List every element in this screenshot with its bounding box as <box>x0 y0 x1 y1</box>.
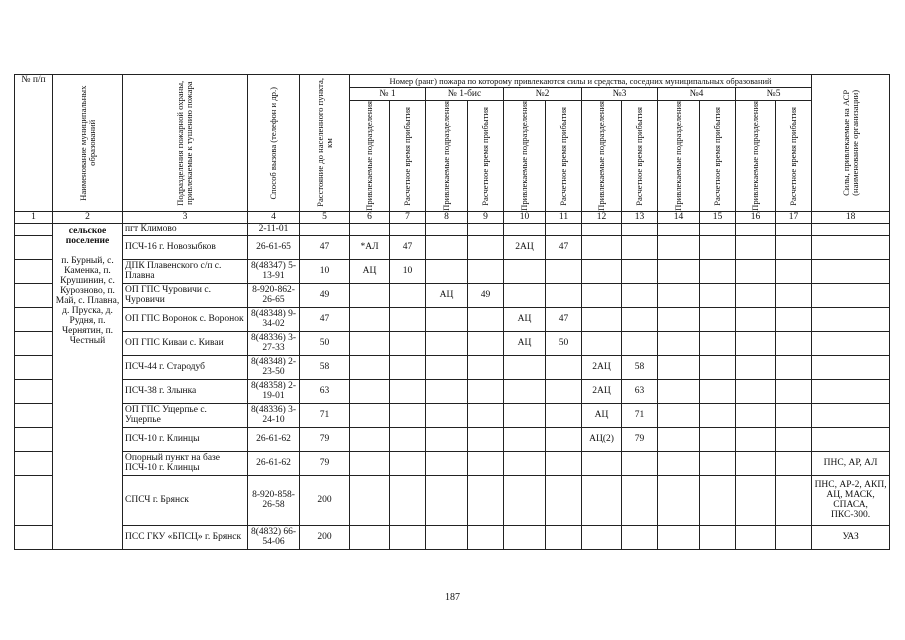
rank1-time <box>390 355 426 379</box>
unit-name: ПСЧ-10 г. Клинцы <box>123 427 248 451</box>
table-row <box>15 331 890 355</box>
column-number: 2 <box>53 211 123 223</box>
unit-name: ОП ГПС Чуровичи с. Чуровичи <box>123 283 248 307</box>
rank2-time <box>546 283 582 307</box>
rank5-time <box>776 451 812 475</box>
rank1bis-units <box>426 525 468 549</box>
header-municipality: Наименование муниципальных образований <box>53 75 123 212</box>
rank4-time <box>700 379 736 403</box>
table-row <box>15 379 890 403</box>
rank3-units: 2АЦ <box>582 355 622 379</box>
column-number: 5 <box>300 211 350 223</box>
rank2-time <box>546 223 582 235</box>
rank4-units <box>658 451 700 475</box>
asr-cell <box>812 379 890 403</box>
column-number: 10 <box>504 211 546 223</box>
table-row <box>15 355 890 379</box>
rank5-units <box>736 223 776 235</box>
column-number: 9 <box>468 211 504 223</box>
rank1bis-time: 49 <box>468 283 504 307</box>
rank1-units <box>350 427 390 451</box>
rank1-time <box>390 283 426 307</box>
rank2-time <box>546 451 582 475</box>
rank5-time <box>776 403 812 427</box>
phone-cell: 8-920-858-26-58 <box>248 475 300 525</box>
rank2-units <box>504 475 546 525</box>
distance-cell: 50 <box>300 331 350 355</box>
row-number-cell <box>15 427 53 451</box>
row-number-cell <box>15 525 53 549</box>
rank1-time <box>390 525 426 549</box>
distance-cell <box>300 223 350 235</box>
header-distance: Расстояние до населенного пункта, км <box>300 75 350 212</box>
rank5-units <box>736 283 776 307</box>
rank3-time <box>622 235 658 259</box>
rank5-time <box>776 259 812 283</box>
rank4-units <box>658 283 700 307</box>
rank4-units <box>658 223 700 235</box>
rank1bis-time <box>468 355 504 379</box>
header-rank-5: №5 <box>736 88 812 101</box>
rank1-time <box>390 379 426 403</box>
rank5-time <box>776 331 812 355</box>
header-asr: Силы, привлекаемые на АСР (наименование организации) <box>812 75 890 212</box>
asr-cell <box>812 331 890 355</box>
phone-cell: 8(48348) 9-34-02 <box>248 307 300 331</box>
rank2-units <box>504 283 546 307</box>
phone-cell: 8(48347) 5-13-91 <box>248 259 300 283</box>
rank1bis-units <box>426 235 468 259</box>
rank1-time: 47 <box>390 235 426 259</box>
rank4-time <box>700 331 736 355</box>
rank3-time <box>622 475 658 525</box>
header-rank-2: №2 <box>504 88 582 101</box>
rank1-units: АЦ <box>350 259 390 283</box>
rank1-units <box>350 223 390 235</box>
distance-cell: 47 <box>300 307 350 331</box>
column-number: 13 <box>622 211 658 223</box>
rank3-time: 58 <box>622 355 658 379</box>
rank1-time <box>390 475 426 525</box>
rank3-units <box>582 307 622 331</box>
header-sub-time: Расчетное время прибытия <box>546 101 582 212</box>
rank2-units <box>504 259 546 283</box>
rank5-units <box>736 403 776 427</box>
rank4-time <box>700 451 736 475</box>
row-number-cell <box>15 283 53 307</box>
rank3-time <box>622 223 658 235</box>
rank1-units: *АЛ <box>350 235 390 259</box>
asr-cell <box>812 259 890 283</box>
header-sub-units: Привлекаемые подразделения <box>658 101 700 212</box>
rank1bis-units <box>426 259 468 283</box>
rank4-time <box>700 283 736 307</box>
table-row <box>15 223 890 235</box>
rank4-time <box>700 307 736 331</box>
rank1bis-time <box>468 403 504 427</box>
rank3-units <box>582 525 622 549</box>
column-number: 17 <box>776 211 812 223</box>
row-number-cell <box>15 475 53 525</box>
unit-name: пгт Климово <box>123 223 248 235</box>
header-sub-time: Расчетное время прибытия <box>468 101 504 212</box>
header-sub-units: Привлекаемые подразделения <box>736 101 776 212</box>
rank2-time: 50 <box>546 331 582 355</box>
rank1-units <box>350 403 390 427</box>
asr-cell <box>812 355 890 379</box>
rank1-time <box>390 451 426 475</box>
row-number-cell <box>15 403 53 427</box>
rank4-units <box>658 235 700 259</box>
asr-cell <box>812 283 890 307</box>
rank3-units: АЦ <box>582 403 622 427</box>
asr-cell <box>812 307 890 331</box>
rank3-units <box>582 283 622 307</box>
header-sub-time: Расчетное время прибытия <box>390 101 426 212</box>
rank5-time <box>776 235 812 259</box>
rank5-time <box>776 355 812 379</box>
rank5-units <box>736 259 776 283</box>
rank4-time <box>700 403 736 427</box>
rank4-time <box>700 259 736 283</box>
rank3-time <box>622 259 658 283</box>
distance-cell: 10 <box>300 259 350 283</box>
unit-name: ПСС ГКУ «БПСЦ» г. Брянск <box>123 525 248 549</box>
rank5-units <box>736 379 776 403</box>
rank3-units <box>582 475 622 525</box>
phone-cell: 8(48336) 3-24-10 <box>248 403 300 427</box>
rank5-units <box>736 475 776 525</box>
rank3-time <box>622 307 658 331</box>
asr-cell <box>812 223 890 235</box>
rank3-units <box>582 235 622 259</box>
rank3-time <box>622 331 658 355</box>
distance-cell: 63 <box>300 379 350 403</box>
unit-name: ПСЧ-38 г. Злынка <box>123 379 248 403</box>
phone-cell: 26-61-62 <box>248 451 300 475</box>
rank5-units <box>736 307 776 331</box>
table-row <box>15 235 890 259</box>
rank1-units <box>350 355 390 379</box>
column-number: 1 <box>15 211 53 223</box>
asr-cell: ПНС, АР-2, АКП, АЦ, МАСК, СПАСА, ПКС-300. <box>812 475 890 525</box>
column-number: 11 <box>546 211 582 223</box>
rank2-time: 47 <box>546 307 582 331</box>
rank1-time: 10 <box>390 259 426 283</box>
table-row <box>15 259 890 283</box>
rank3-time: 71 <box>622 403 658 427</box>
header-rank-3: №3 <box>582 88 658 101</box>
column-number: 8 <box>426 211 468 223</box>
rank5-time <box>776 379 812 403</box>
rank5-time <box>776 283 812 307</box>
rank1bis-units <box>426 379 468 403</box>
rank4-time <box>700 355 736 379</box>
column-number: 15 <box>700 211 736 223</box>
distance-cell: 49 <box>300 283 350 307</box>
header-sub-time: Расчетное время прибытия <box>776 101 812 212</box>
rank1-time <box>390 223 426 235</box>
header-num: № п/п <box>15 75 53 212</box>
rank4-units <box>658 307 700 331</box>
rank3-time <box>622 451 658 475</box>
header-call-method: Способ вызова (телефон и др.) <box>248 75 300 212</box>
asr-cell: УАЗ <box>812 525 890 549</box>
rank5-time <box>776 475 812 525</box>
rank1-units <box>350 283 390 307</box>
phone-cell: 8(48358) 2-19-01 <box>248 379 300 403</box>
rank2-time: 47 <box>546 235 582 259</box>
rank5-units <box>736 235 776 259</box>
table-row <box>15 525 890 549</box>
rank2-time <box>546 259 582 283</box>
rank1bis-units <box>426 427 468 451</box>
rank5-time <box>776 525 812 549</box>
rank1bis-time <box>468 475 504 525</box>
unit-name: ПСЧ-44 г. Стародуб <box>123 355 248 379</box>
rank4-units <box>658 331 700 355</box>
rank1bis-units <box>426 307 468 331</box>
rank1bis-units: АЦ <box>426 283 468 307</box>
rank1-time <box>390 307 426 331</box>
rank1bis-time <box>468 379 504 403</box>
settlement-name: сельское поселение <box>65 225 110 246</box>
rank1bis-units <box>426 331 468 355</box>
rank4-time <box>700 223 736 235</box>
rank1-time <box>390 331 426 355</box>
rank2-units <box>504 355 546 379</box>
rank4-units <box>658 427 700 451</box>
rank3-units <box>582 331 622 355</box>
rank5-units <box>736 331 776 355</box>
rank2-units: АЦ <box>504 331 546 355</box>
unit-name: ДПК Плавенского с/п с. Плавна <box>123 259 248 283</box>
rank3-units <box>582 223 622 235</box>
rank1-units <box>350 525 390 549</box>
rank3-time: 79 <box>622 427 658 451</box>
rank4-units <box>658 525 700 549</box>
column-numbers-row <box>15 211 890 223</box>
distance-cell: 200 <box>300 475 350 525</box>
rank1-time <box>390 403 426 427</box>
asr-cell <box>812 403 890 427</box>
row-number-cell <box>15 259 53 283</box>
distance-cell: 79 <box>300 451 350 475</box>
distance-cell: 58 <box>300 355 350 379</box>
rank5-time <box>776 427 812 451</box>
rank1bis-time <box>468 223 504 235</box>
rank5-units <box>736 451 776 475</box>
phone-cell: 2-11-01 <box>248 223 300 235</box>
row-number-cell <box>15 355 53 379</box>
rank4-units <box>658 403 700 427</box>
header-rank-1bis: № 1-бис <box>426 88 504 101</box>
settlement-cell <box>53 223 123 549</box>
phone-cell: 8(48348) 2-23-50 <box>248 355 300 379</box>
row-number-cell <box>15 235 53 259</box>
rank4-time <box>700 525 736 549</box>
phone-cell: 8-920-862-26-65 <box>248 283 300 307</box>
asr-cell <box>812 235 890 259</box>
table-row <box>15 403 890 427</box>
header-rank-group: Номер (ранг) пожара по которому привлекаются силы и средства, соседних муниципальных образований <box>350 75 812 88</box>
phone-cell: 26-61-62 <box>248 427 300 451</box>
rank5-time <box>776 223 812 235</box>
rank1bis-units <box>426 475 468 525</box>
rank2-units <box>504 379 546 403</box>
header-sub-units: Привлекаемые подразделения <box>350 101 390 212</box>
unit-name: ОП ГПС Ущерпье с. Ущерпье <box>123 403 248 427</box>
row-number-cell <box>15 379 53 403</box>
unit-name: Опорный пункт на базе ПСЧ-10 г. Клинцы <box>123 451 248 475</box>
rank2-time <box>546 475 582 525</box>
column-number: 4 <box>248 211 300 223</box>
rank4-units <box>658 379 700 403</box>
rank2-units <box>504 427 546 451</box>
rank1-units <box>350 475 390 525</box>
rank1bis-time <box>468 259 504 283</box>
asr-cell <box>812 427 890 451</box>
rank3-time <box>622 525 658 549</box>
rank1-units <box>350 307 390 331</box>
rank1-units <box>350 379 390 403</box>
rank4-units <box>658 475 700 525</box>
asr-cell: ПНС, АР, АЛ <box>812 451 890 475</box>
phone-cell: 8(48336) 3-27-33 <box>248 331 300 355</box>
rank1bis-units <box>426 451 468 475</box>
rank2-units: АЦ <box>504 307 546 331</box>
distance-cell: 71 <box>300 403 350 427</box>
header-sub-units: Привлекаемые подразделения <box>504 101 546 212</box>
table-row <box>15 307 890 331</box>
header-sub-time: Расчетное время прибытия <box>622 101 658 212</box>
column-number: 3 <box>123 211 248 223</box>
rank4-units <box>658 259 700 283</box>
column-number: 12 <box>582 211 622 223</box>
rank2-time <box>546 525 582 549</box>
table-row <box>15 283 890 307</box>
rank2-time <box>546 403 582 427</box>
rank1bis-time <box>468 451 504 475</box>
unit-name: ОП ГПС Воронок с. Воронок <box>123 307 248 331</box>
header-rank-4: №4 <box>658 88 736 101</box>
column-number: 16 <box>736 211 776 223</box>
rank1bis-time <box>468 427 504 451</box>
header-sub-units: Привлекаемые подразделения <box>582 101 622 212</box>
row-number-cell <box>15 223 53 235</box>
rank2-units <box>504 223 546 235</box>
rank1-units <box>350 331 390 355</box>
rank1bis-time <box>468 235 504 259</box>
rank2-time <box>546 355 582 379</box>
distance-cell: 79 <box>300 427 350 451</box>
column-number: 6 <box>350 211 390 223</box>
header-rank-1: № 1 <box>350 88 426 101</box>
row-number-cell <box>15 307 53 331</box>
rank5-time <box>776 307 812 331</box>
rank3-time <box>622 283 658 307</box>
column-number: 18 <box>812 211 890 223</box>
table-row <box>15 475 890 525</box>
unit-name: ОП ГПС Киваи с. Киваи <box>123 331 248 355</box>
rank2-units: 2АЦ <box>504 235 546 259</box>
rank3-units <box>582 451 622 475</box>
rank2-time <box>546 379 582 403</box>
settlement-list: п. Бурный, с. Каменка, п. Крушинин, с. Курозново, п. Май, с. Плавна, д. Пруска, д. Рудня, п. Чернятин, п. Честный <box>55 255 120 346</box>
rank5-units <box>736 355 776 379</box>
table-row <box>15 451 890 475</box>
rank2-units <box>504 403 546 427</box>
rank2-time <box>546 427 582 451</box>
rank5-units <box>736 525 776 549</box>
distance-cell: 47 <box>300 235 350 259</box>
rank3-units: 2АЦ <box>582 379 622 403</box>
rank1bis-units <box>426 403 468 427</box>
rank3-time: 63 <box>622 379 658 403</box>
row-number-cell <box>15 451 53 475</box>
rank3-units <box>582 259 622 283</box>
rank3-units: АЦ(2) <box>582 427 622 451</box>
rank4-time <box>700 427 736 451</box>
phone-cell: 26-61-65 <box>248 235 300 259</box>
rank1bis-time <box>468 307 504 331</box>
phone-cell: 8(4832) 66-54-06 <box>248 525 300 549</box>
rank1bis-units <box>426 355 468 379</box>
rank4-time <box>700 475 736 525</box>
column-number: 7 <box>390 211 426 223</box>
rank4-time <box>700 235 736 259</box>
page-number: 187 <box>445 592 460 603</box>
header-sub-units: Привлекаемые подразделения <box>426 101 468 212</box>
rank1bis-time <box>468 331 504 355</box>
fire-resources-table <box>14 74 890 550</box>
rank1bis-time <box>468 525 504 549</box>
rank1-time <box>390 427 426 451</box>
header-sub-time: Расчетное время прибытия <box>700 101 736 212</box>
rank2-units <box>504 451 546 475</box>
rank1bis-units <box>426 223 468 235</box>
rank5-units <box>736 427 776 451</box>
rank1-units <box>350 451 390 475</box>
unit-name: СПСЧ г. Брянск <box>123 475 248 525</box>
column-number: 14 <box>658 211 700 223</box>
table-row <box>15 427 890 451</box>
distance-cell: 200 <box>300 525 350 549</box>
row-number-cell <box>15 331 53 355</box>
rank2-units <box>504 525 546 549</box>
rank4-units <box>658 355 700 379</box>
header-unit: Подразделения пожарной охраны, привлекаемые к тушению пожара <box>123 75 248 212</box>
unit-name: ПСЧ-16 г. Новозыбков <box>123 235 248 259</box>
